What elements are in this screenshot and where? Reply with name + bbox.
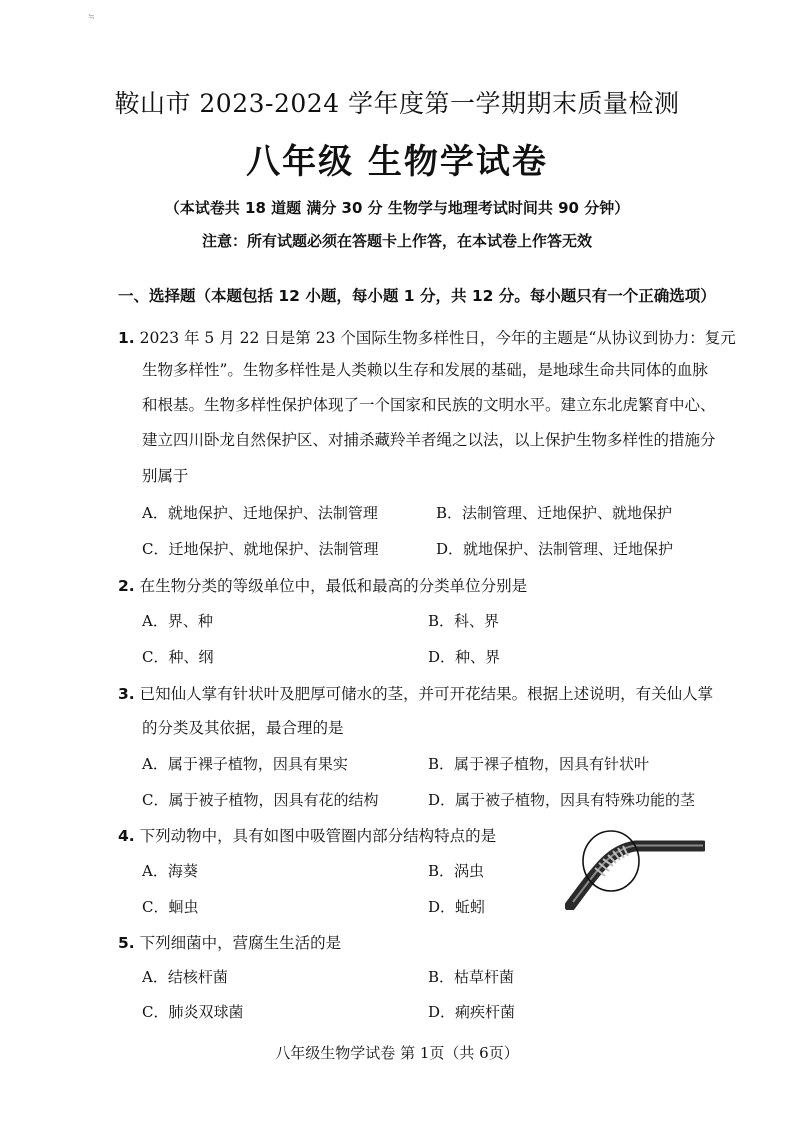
question-3-option-a: A．属于裸子植物，因具有果实 [142, 755, 348, 773]
question-5-option-c: C．肺炎双球菌 [142, 1003, 244, 1021]
exam-notice: 注意：所有试题必须在答题卡上作答，在本试卷上作答无效 [201, 232, 592, 250]
section-heading: 一、选择题（本题包括 12 小题，每小题 1 分，共 12 分。每小题只有一个正确选项） [118, 287, 716, 305]
question-5-option-b: B．枯草杆菌 [428, 968, 515, 986]
question-number: 3. [118, 685, 135, 703]
straw-body [570, 846, 703, 906]
question-1-option-a: A．就地保护、迁地保护、法制管理 [142, 504, 378, 522]
question-text: 下列细菌中，营腐生生活的是 [139, 934, 342, 952]
page-footer: 八年级生物学试卷 第 1页（共 6页） [275, 1044, 519, 1062]
question-3-line-1 [118, 682, 713, 704]
question-5-option-d: D．痢疾杆菌 [428, 1003, 516, 1021]
question-5-line-1 [118, 931, 341, 953]
question-1-option-c: C．迁地保护、就地保护、法制管理 [142, 540, 379, 558]
exam-info: （本试卷共 18 道题 满分 30 分 生物学与地理考试时间共 90 分钟） [164, 199, 630, 217]
exam-subject: 八年级 生物学试卷 [246, 142, 548, 182]
question-4-option-c: C．蛔虫 [142, 898, 199, 916]
question-number: 5. [118, 934, 135, 952]
corner-mark: ≒ [88, 12, 95, 21]
question-3-option-c: C．属于被子植物，因具有花的结构 [142, 791, 379, 809]
question-4-option-d: D．蚯蚓 [428, 898, 486, 916]
question-1-line-5: 别属于 [142, 467, 189, 485]
question-text: 已知仙人掌有针状叶及肥厚可储水的茎，并可开花结果。根据上述说明，有关仙人掌 [139, 685, 714, 703]
question-number: 1. [118, 329, 135, 347]
exam-title: 鞍山市 2023-2024 学年度第一学期期末质量检测 [114, 89, 680, 118]
question-4-line-1 [118, 824, 496, 846]
question-1-option-d: D．就地保护、法制管理、迁地保护 [436, 540, 674, 558]
question-2-option-b: B．科、界 [428, 612, 500, 630]
question-1-line-2: 生物多样性”。生物多样性是人类赖以生存和发展的基础，是地球生命共同体的血脉 [142, 361, 708, 379]
question-text: 2023 年 5 月 22 日是第 23 个国际生物多样性日，今年的主题是“从协议到协力：复元 [139, 329, 736, 347]
question-text: 下列动物中，具有如图中吸管圈内部分结构特点的是 [139, 827, 497, 845]
question-4-option-b: B．涡虫 [428, 862, 485, 880]
question-2-option-c: C．种、纲 [142, 648, 214, 666]
question-1-line-3: 和根基。生物多样性保护体现了一个国家和民族的文明水平。建立东北虎繁育中心、 [142, 396, 716, 414]
question-2-option-a: A．界、种 [142, 612, 213, 630]
question-number: 4. [118, 827, 135, 845]
question-2-line-1 [118, 574, 527, 596]
question-5-option-a: A．结核杆菌 [142, 968, 228, 986]
question-4-option-a: A．海葵 [142, 862, 198, 880]
question-3-line-2: 的分类及其依据，最合理的是 [142, 719, 344, 737]
question-text: 在生物分类的等级单位中，最低和最高的分类单位分别是 [139, 577, 528, 595]
question-3-option-d: D．属于被子植物，因具有特殊功能的茎 [428, 791, 696, 809]
straw-illustration [565, 828, 705, 910]
question-2-option-d: D．种、界 [428, 648, 501, 666]
question-1-option-b: B．法制管理、迁地保护、就地保护 [436, 504, 673, 522]
question-1-line-1 [118, 326, 736, 348]
question-number: 2. [118, 577, 135, 595]
question-3-option-b: B．属于裸子植物，因具有针状叶 [428, 755, 650, 773]
question-1-line-4: 建立四川卧龙自然保护区、对捕杀藏羚羊者绳之以法，以上保护生物多样性的措施分 [142, 431, 716, 449]
